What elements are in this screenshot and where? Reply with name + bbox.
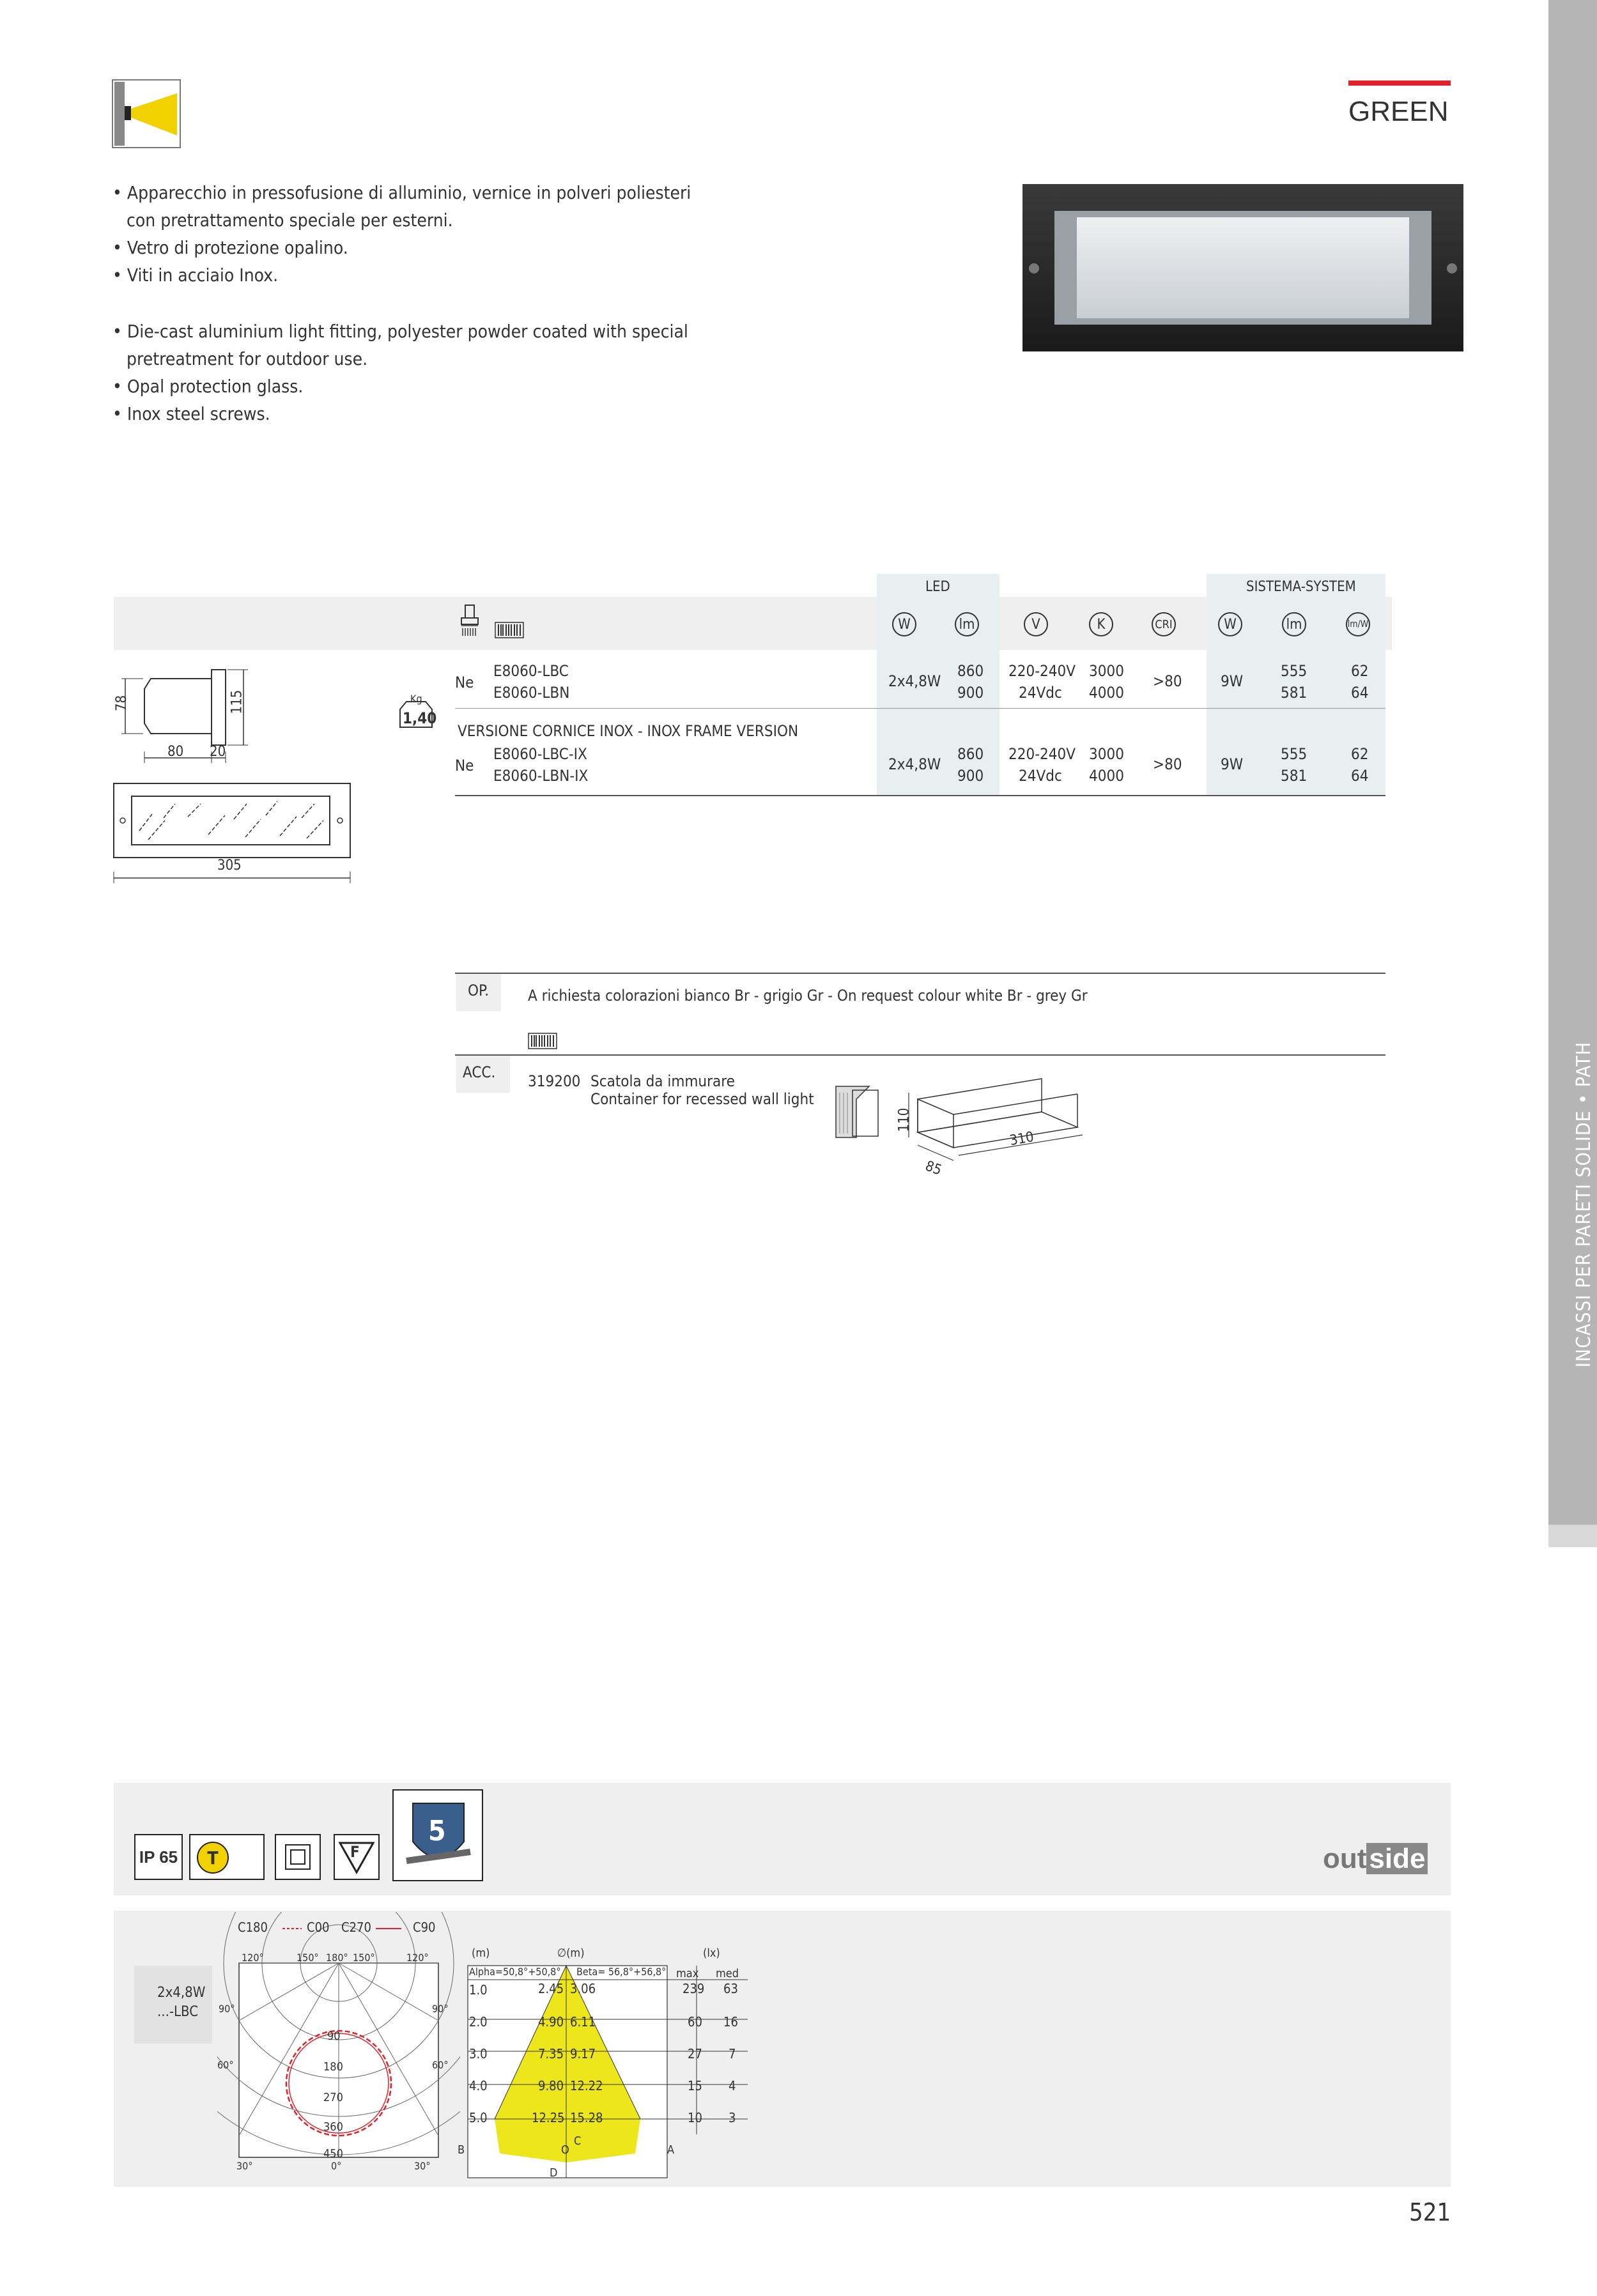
cone-b: 15.28 bbox=[570, 2110, 603, 2125]
legend-c270: C270 bbox=[341, 1920, 371, 1935]
row-divider bbox=[455, 708, 1385, 709]
dim-78: 78 bbox=[114, 695, 130, 712]
f-mark-icon bbox=[334, 1834, 380, 1880]
dim-115: 115 bbox=[229, 690, 245, 714]
row1-cri: >80 bbox=[1153, 672, 1182, 690]
cone-max: 10 bbox=[688, 2110, 702, 2125]
acc-label: ACC. bbox=[456, 1056, 510, 1093]
system-lumen-icon: lm bbox=[1282, 612, 1306, 636]
cone-header-diam: ∅(m) bbox=[557, 1946, 585, 1960]
cone-b: 9.17 bbox=[570, 2046, 596, 2061]
cone-letter: A bbox=[667, 2143, 675, 2157]
desc-it-line: • Viti in acciaio Inox. bbox=[112, 265, 279, 286]
outside-logo bbox=[1323, 1843, 1428, 1875]
legend-c00: C00 bbox=[307, 1920, 330, 1935]
cone-med: 3 bbox=[729, 2110, 736, 2125]
cone-h: 5.0 bbox=[469, 2110, 488, 2125]
desc-it-line: • Apparecchio in pressofusione di alluminio, vernice in polveri poliesteri bbox=[112, 182, 691, 203]
row2-code2: E8060-LBN-IX bbox=[493, 767, 589, 785]
angle-side: 60° bbox=[432, 2059, 449, 2071]
row1-code1: E8060-LBC bbox=[493, 662, 569, 680]
cone-b: 12.22 bbox=[570, 2078, 603, 2093]
photometry-label bbox=[134, 1966, 212, 2044]
cone-letter: D bbox=[550, 2166, 558, 2180]
ring-value: 270 bbox=[323, 2091, 343, 2104]
table-bottom-line bbox=[455, 795, 1385, 796]
brand-title: GREEN bbox=[1348, 96, 1449, 127]
op-top-line bbox=[455, 973, 1385, 974]
system-watt-icon: W bbox=[1218, 612, 1242, 636]
dim-80: 80 bbox=[167, 744, 184, 760]
angle-top: 150° bbox=[297, 1952, 319, 1964]
row1-code2: E8060-LBN bbox=[493, 684, 570, 702]
row2-cri: >80 bbox=[1153, 755, 1182, 773]
cone-b: 3.06 bbox=[570, 1981, 596, 1996]
row2-code1: E8060-LBC-IX bbox=[493, 745, 587, 763]
version-title: VERSIONE CORNICE INOX - INOX FRAME VERSION bbox=[458, 722, 799, 740]
row1-system-lumen1: 555 bbox=[1281, 662, 1308, 680]
legend-c90: C90 bbox=[413, 1920, 436, 1935]
system-group-label: SISTEMA-SYSTEM bbox=[1246, 579, 1356, 595]
angle-side: 90° bbox=[219, 2003, 235, 2015]
row2-lumen1: 860 bbox=[957, 745, 984, 763]
row2-efficacy2: 64 bbox=[1351, 767, 1369, 785]
angle-top: 120° bbox=[242, 1952, 264, 1964]
table-header-band bbox=[114, 597, 1392, 650]
row1-lumen2: 900 bbox=[957, 684, 984, 702]
angle-top: 120° bbox=[406, 1952, 429, 1964]
row1-lumen1: 860 bbox=[957, 662, 984, 680]
cone-h: 2.0 bbox=[469, 2014, 488, 2030]
row1-efficacy2: 64 bbox=[1351, 684, 1369, 702]
angle-bottom: 0° bbox=[331, 2160, 342, 2172]
acc-text-it: Scatola da immurare bbox=[590, 1072, 735, 1090]
angle-top: 180° bbox=[326, 1952, 348, 1964]
cone-letter: C bbox=[574, 2134, 582, 2148]
class2-icon bbox=[275, 1834, 321, 1880]
volt-icon: V bbox=[1024, 612, 1048, 636]
op-label: OP. bbox=[456, 974, 501, 1011]
row2-system-lumen2: 581 bbox=[1281, 767, 1308, 785]
warranty-years: 5 bbox=[428, 1815, 446, 1847]
cone-letter: O bbox=[561, 2143, 569, 2157]
cone-max: 239 bbox=[683, 1981, 705, 1996]
acc-dim-h: 110 bbox=[896, 1107, 913, 1132]
row1-volt1: 220-240V bbox=[1008, 662, 1076, 680]
legend-c180: C180 bbox=[238, 1920, 268, 1935]
lamp-icon bbox=[459, 604, 481, 641]
row1-kelvin2: 4000 bbox=[1089, 684, 1124, 702]
ring-value: 90 bbox=[327, 2030, 341, 2043]
photometry-power: 2x4,8W bbox=[157, 1985, 206, 2001]
cone-max: 60 bbox=[688, 2014, 702, 2030]
acc-dim-l: 310 bbox=[1008, 1129, 1035, 1150]
cone-med: 4 bbox=[729, 2078, 736, 2093]
row2-color: Ne bbox=[455, 757, 474, 774]
outside-logo-part2: side bbox=[1366, 1843, 1428, 1874]
ring-value: 180 bbox=[323, 2060, 343, 2074]
t-mark-badge bbox=[189, 1834, 265, 1880]
cri-icon: CRI bbox=[1152, 612, 1176, 636]
desc-en-line: • Opal protection glass. bbox=[112, 376, 304, 397]
angle-bottom: 30° bbox=[236, 2160, 253, 2172]
outside-logo-part1: out bbox=[1323, 1843, 1367, 1874]
cone-header-alpha: Alpha=50,8°+50,8° bbox=[469, 1966, 561, 1978]
row2-kelvin1: 3000 bbox=[1089, 745, 1124, 763]
profile-drawing bbox=[112, 663, 279, 766]
cone-a: 4.90 bbox=[538, 2014, 564, 2030]
row1-kelvin1: 3000 bbox=[1089, 662, 1124, 680]
row2-kelvin2: 4000 bbox=[1089, 767, 1124, 785]
cone-max: 15 bbox=[688, 2078, 702, 2093]
desc-en-line: • Inox steel screws. bbox=[112, 403, 270, 424]
row2-system-lumen1: 555 bbox=[1281, 745, 1308, 763]
desc-it-line: con pretrattamento speciale per esterni. bbox=[127, 210, 453, 231]
desc-en-line: pretreatment for outdoor use. bbox=[127, 348, 368, 369]
cone-h: 1.0 bbox=[469, 1982, 488, 1998]
ring-value: 360 bbox=[323, 2120, 343, 2134]
cone-a: 2.45 bbox=[538, 1981, 564, 1996]
photometry-code: ...-LBC bbox=[157, 2004, 199, 2020]
acc-text-en: Container for recessed wall light bbox=[590, 1090, 814, 1108]
cone-med: 63 bbox=[723, 1981, 738, 1996]
row1-efficacy1: 62 bbox=[1351, 662, 1369, 680]
cone-header-lx: (lx) bbox=[703, 1946, 720, 1960]
cone-h: 4.0 bbox=[469, 2078, 488, 2093]
row2-volt1: 220-240V bbox=[1008, 745, 1076, 763]
desc-en-line: • Die-cast aluminium light fitting, polyester powder coated with special bbox=[112, 321, 688, 342]
cone-max: 27 bbox=[688, 2046, 702, 2061]
dim-305: 305 bbox=[217, 858, 242, 874]
page-number: 521 bbox=[1409, 2198, 1451, 2226]
brand-accent-bar bbox=[1348, 81, 1451, 86]
sidebar-tail bbox=[1548, 1525, 1597, 1547]
cone-med: 7 bbox=[729, 2046, 736, 2061]
ip-rating-badge: IP 65 bbox=[134, 1834, 183, 1880]
ring-value: 450 bbox=[323, 2147, 343, 2161]
efficacy-icon: lm/W bbox=[1346, 612, 1370, 636]
description bbox=[112, 179, 739, 428]
row1-system-watt: 9W bbox=[1221, 672, 1244, 690]
weight-value: 1,40 bbox=[403, 709, 437, 727]
row1-volt2: 24Vdc bbox=[1019, 684, 1062, 702]
cone-med: 16 bbox=[723, 2014, 738, 2030]
row1-system-lumen2: 581 bbox=[1281, 684, 1308, 702]
row2-system-watt: 9W bbox=[1221, 755, 1244, 773]
wall-light-icon bbox=[112, 79, 181, 148]
barcode-icon bbox=[528, 1033, 557, 1052]
weight-unit: Kg bbox=[410, 693, 422, 705]
row2-efficacy1: 62 bbox=[1351, 745, 1369, 763]
barcode-icon bbox=[495, 622, 524, 641]
desc-it-line: • Vetro di protezione opalino. bbox=[112, 237, 348, 258]
cone-letter: B bbox=[458, 2143, 465, 2157]
row2-volt2: 24Vdc bbox=[1019, 767, 1062, 785]
acc-top-line bbox=[455, 1054, 1385, 1056]
acc-dim-d: 85 bbox=[923, 1158, 944, 1179]
t-mark-icon: T bbox=[197, 1842, 229, 1874]
cone-header-med: med bbox=[716, 1967, 739, 1980]
cone-a: 7.35 bbox=[538, 2046, 564, 2061]
warranty-badge bbox=[392, 1789, 483, 1881]
row2-power: 2x4,8W bbox=[888, 755, 941, 773]
cone-h: 3.0 bbox=[469, 2046, 488, 2061]
cone-header-m: (m) bbox=[472, 1946, 490, 1960]
dim-20: 20 bbox=[210, 744, 226, 760]
angle-side: 90° bbox=[432, 2003, 449, 2015]
kelvin-icon: K bbox=[1089, 612, 1113, 636]
cone-a: 12.25 bbox=[532, 2110, 565, 2125]
lumen-icon: lm bbox=[955, 612, 979, 636]
row1-color: Ne bbox=[455, 674, 474, 691]
cone-header-beta: Beta= 56,8°+56,8° bbox=[576, 1966, 667, 1978]
angle-top: 150° bbox=[353, 1952, 375, 1964]
cone-header-max: max bbox=[676, 1967, 699, 1980]
cone-a: 9.80 bbox=[538, 2078, 564, 2093]
cone-diagram bbox=[467, 1943, 748, 2185]
row1-power: 2x4,8W bbox=[888, 672, 941, 690]
product-photo bbox=[1016, 173, 1470, 364]
container-drawing bbox=[831, 1074, 1099, 1182]
angle-side: 60° bbox=[217, 2059, 234, 2071]
op-text: A richiesta colorazioni bianco Br - grigio Gr - On request colour white Br - grey Gr bbox=[528, 987, 1088, 1005]
category-label: INCASSI PER PARETI SOLIDE • PATH bbox=[1573, 1041, 1595, 1368]
led-group-label: LED bbox=[925, 579, 950, 595]
cone-b: 6.11 bbox=[570, 2014, 596, 2030]
angle-bottom: 30° bbox=[414, 2160, 431, 2172]
row2-lumen2: 900 bbox=[957, 767, 984, 785]
f-mark-label: F bbox=[350, 1843, 360, 1861]
watt-icon: W bbox=[892, 612, 916, 636]
acc-code: 319200 bbox=[528, 1072, 581, 1090]
